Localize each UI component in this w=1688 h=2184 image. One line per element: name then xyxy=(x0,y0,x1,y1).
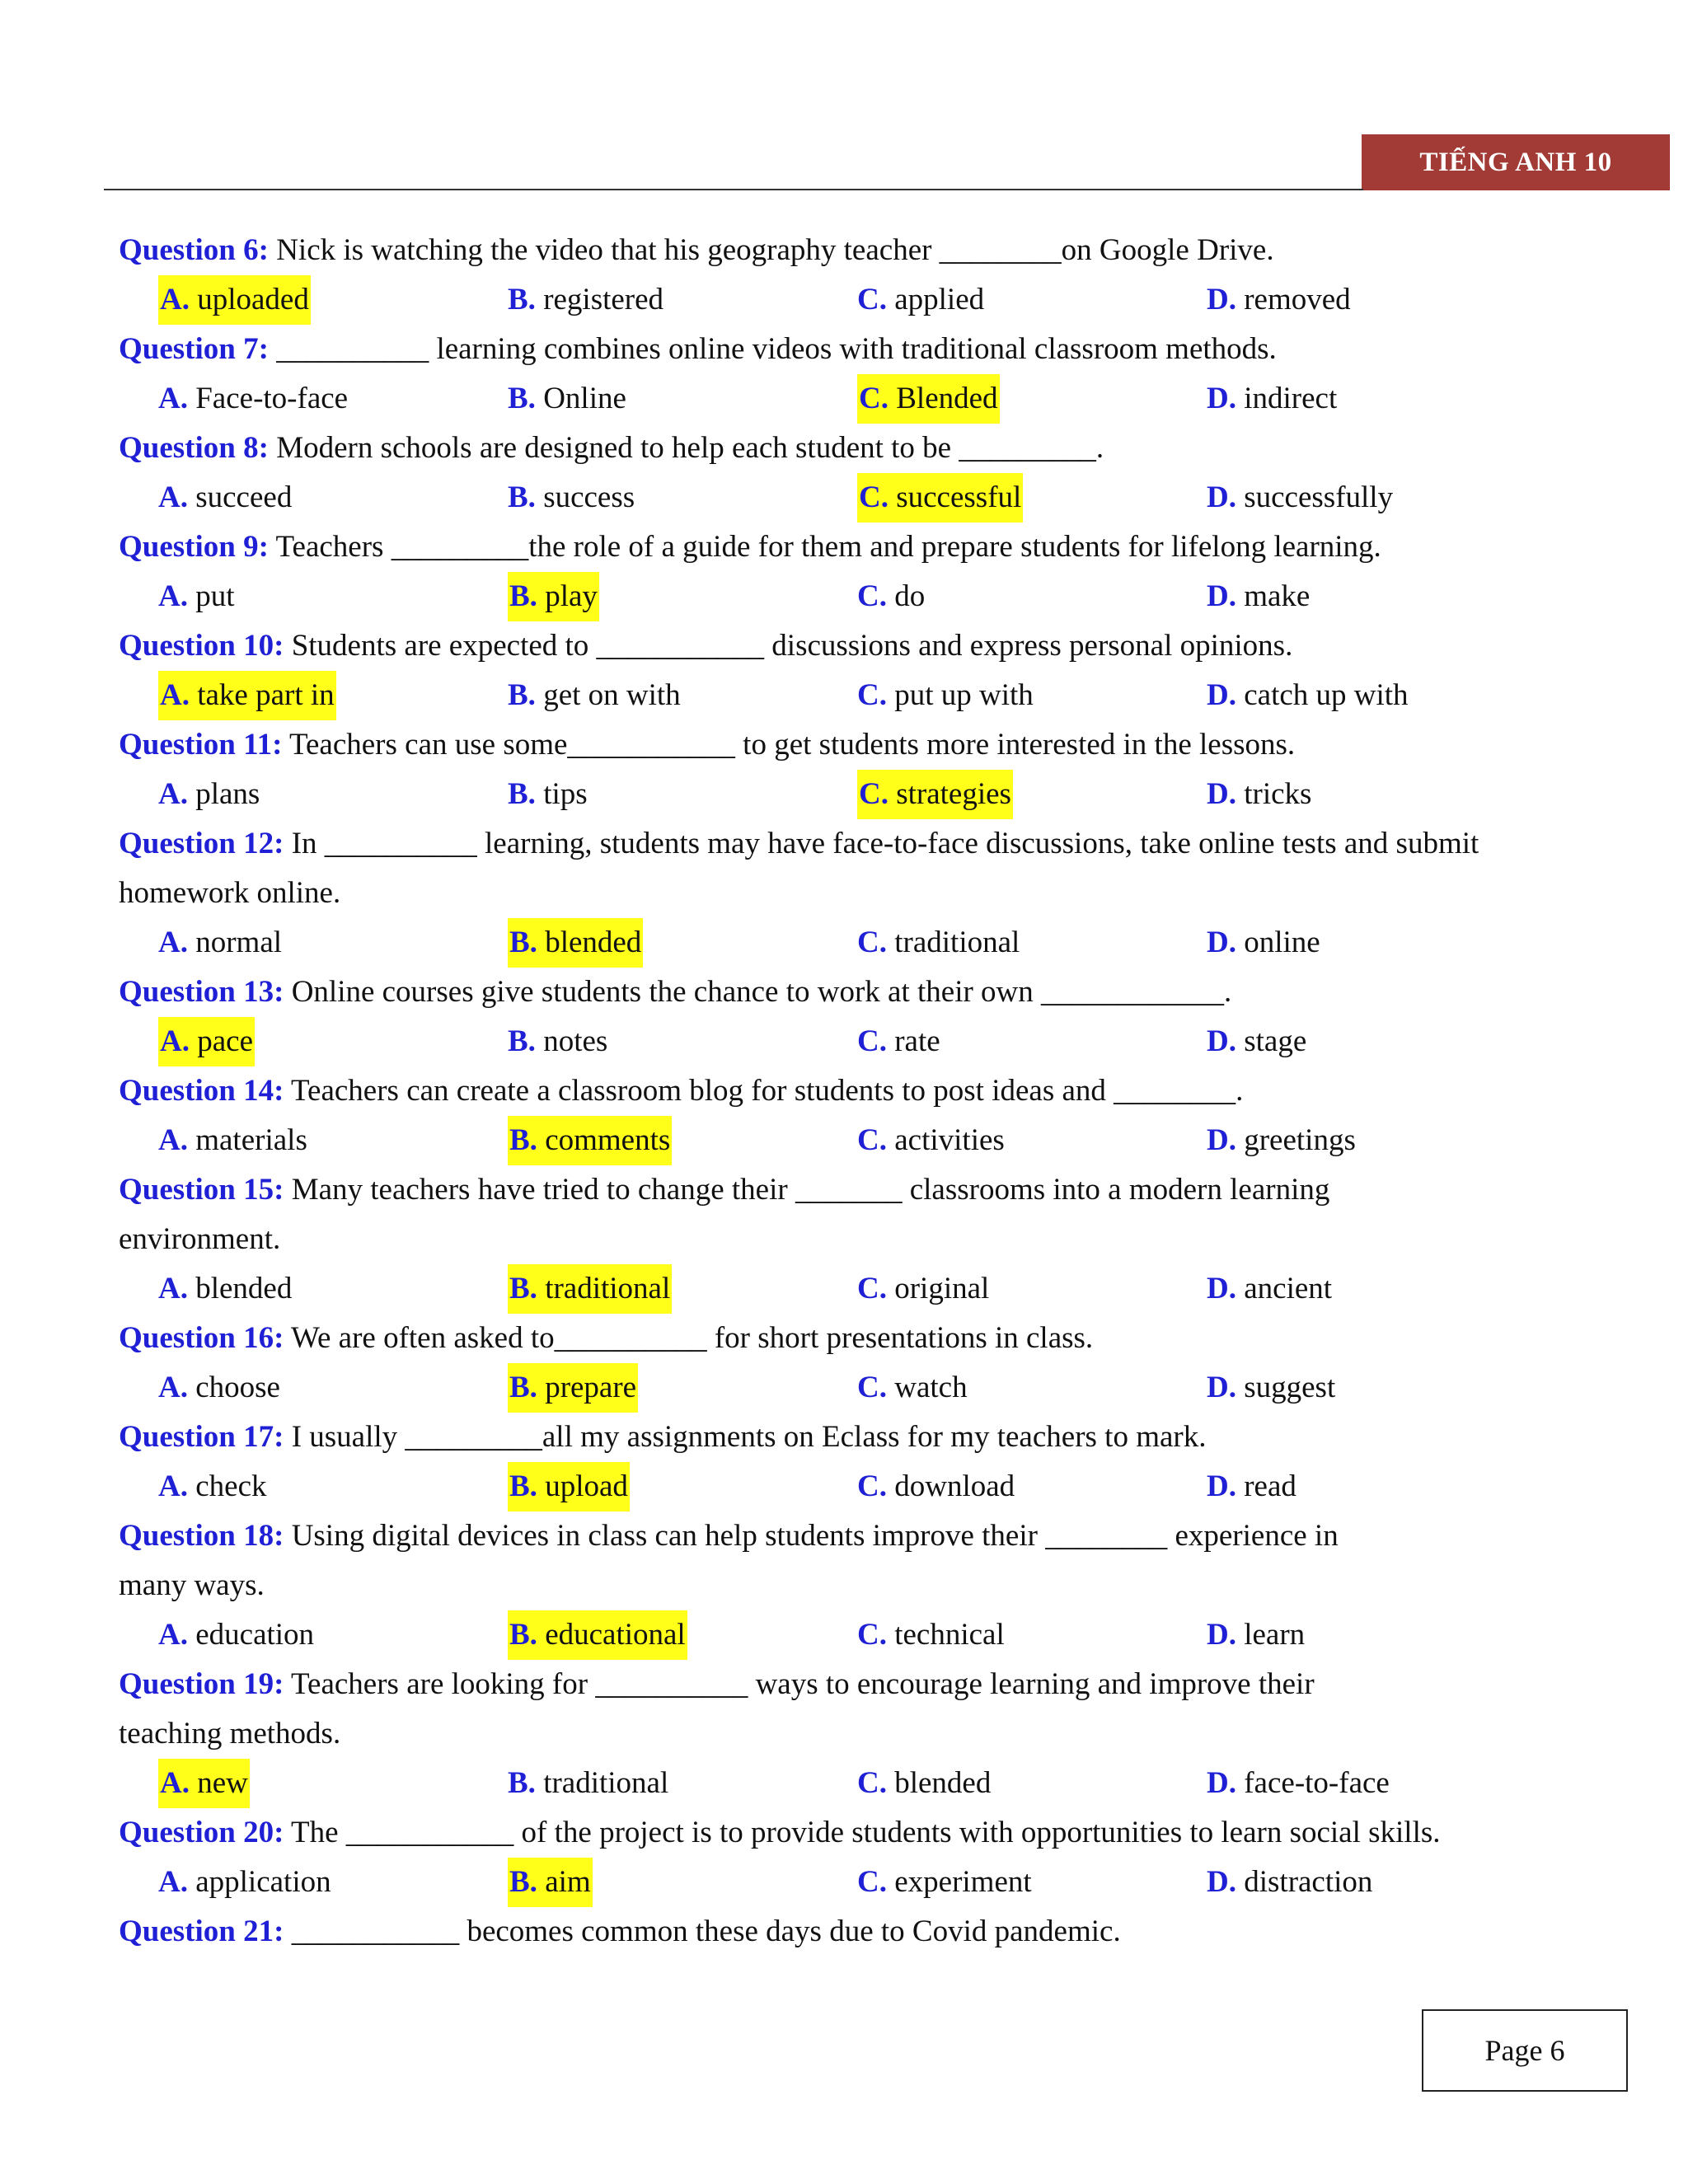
page-number: Page 6 xyxy=(1484,2034,1565,2067)
option-text: experiment xyxy=(886,1865,1032,1899)
answer-option xyxy=(1207,1363,1335,1413)
options-row xyxy=(119,1610,1627,1660)
answer-option xyxy=(1207,1116,1356,1165)
answer-option xyxy=(857,1462,1015,1511)
option-letter: C. xyxy=(857,1024,887,1058)
option-text: new xyxy=(189,1766,248,1800)
answer-option xyxy=(1207,374,1337,424)
option-text: watch xyxy=(886,1371,968,1404)
answer-option xyxy=(158,770,260,819)
option-text: materials xyxy=(187,1123,307,1157)
answer-option xyxy=(158,1462,267,1511)
option-text: educational xyxy=(537,1618,686,1652)
answer-option xyxy=(508,770,588,819)
option-letter: A. xyxy=(160,283,190,316)
option-letter: C. xyxy=(859,382,889,415)
option-text: notes xyxy=(535,1024,608,1058)
option-text: Blended xyxy=(888,382,998,415)
answer-option-highlighted xyxy=(158,1759,250,1808)
option-text: catch up with xyxy=(1236,678,1409,712)
answer-option xyxy=(1207,1264,1332,1314)
option-text: check xyxy=(187,1469,267,1503)
answer-option xyxy=(158,473,292,523)
answer-option xyxy=(158,1363,280,1413)
answer-option xyxy=(158,572,235,621)
option-letter: A. xyxy=(158,1469,188,1503)
answer-option-highlighted xyxy=(508,1858,593,1907)
option-letter: B. xyxy=(508,777,536,811)
option-text: traditional xyxy=(535,1766,669,1800)
option-letter: D. xyxy=(1207,1766,1236,1800)
options-row xyxy=(119,572,1627,621)
options-row xyxy=(119,1858,1627,1907)
options-row xyxy=(119,374,1627,424)
answer-option xyxy=(1207,671,1409,720)
option-letter: D. xyxy=(1207,1123,1236,1157)
option-text: put xyxy=(187,579,235,613)
answer-option xyxy=(857,1759,991,1808)
answer-option xyxy=(857,1264,989,1314)
options-row xyxy=(119,1116,1627,1165)
question-label: Question 9: xyxy=(119,530,269,564)
option-letter: C. xyxy=(857,926,887,959)
question-list xyxy=(119,226,1627,1957)
question-text: I usually _________all my assignments on Eclass for my teachers to mark. xyxy=(284,1420,1207,1454)
option-letter: D. xyxy=(1207,1024,1236,1058)
answer-option-highlighted xyxy=(857,770,1013,819)
answer-option xyxy=(1207,473,1393,523)
option-text: greetings xyxy=(1236,1123,1356,1157)
options-row xyxy=(119,1462,1627,1511)
header-divider xyxy=(104,189,1363,190)
option-letter: D. xyxy=(1207,382,1236,415)
option-text: suggest xyxy=(1236,1371,1336,1404)
answer-option xyxy=(508,1017,607,1066)
answer-option-highlighted xyxy=(158,1017,255,1066)
answer-option xyxy=(1207,1017,1306,1066)
option-text: Online xyxy=(535,382,626,415)
answer-option xyxy=(158,1116,307,1165)
question-label: Question 15: xyxy=(119,1173,284,1207)
option-text: indirect xyxy=(1236,382,1338,415)
answer-option-highlighted xyxy=(508,1462,630,1511)
options-row xyxy=(119,671,1627,720)
answer-option xyxy=(1207,1610,1305,1660)
option-text: ancient xyxy=(1236,1272,1333,1305)
option-letter: C. xyxy=(857,1618,887,1652)
page-number-box xyxy=(1422,2009,1628,2092)
options-row xyxy=(119,1264,1627,1314)
option-text: stage xyxy=(1236,1024,1307,1058)
option-letter: A. xyxy=(158,777,188,811)
option-letter: C. xyxy=(857,1272,887,1305)
option-text: uploaded xyxy=(189,283,309,316)
question-text: Teachers can create a classroom blog for students to post ideas and ________. xyxy=(284,1074,1244,1108)
option-text: traditional xyxy=(537,1272,671,1305)
question-text: Using digital devices in class can help students improve their ________ experience in xyxy=(284,1519,1339,1553)
question-line xyxy=(119,1511,1627,1561)
option-letter: C. xyxy=(859,480,889,514)
option-letter: A. xyxy=(158,1618,188,1652)
option-letter: B. xyxy=(509,1469,537,1503)
option-letter: A. xyxy=(158,382,188,415)
option-letter: A. xyxy=(160,678,190,712)
question-line xyxy=(119,819,1627,869)
question-label: Question 13: xyxy=(119,975,284,1009)
option-letter: B. xyxy=(509,1618,537,1652)
options-row xyxy=(119,770,1627,819)
answer-option-highlighted xyxy=(158,275,311,325)
option-text: successful xyxy=(888,480,1022,514)
answer-option-highlighted xyxy=(508,572,599,621)
option-letter: B. xyxy=(509,1272,537,1305)
option-letter: D. xyxy=(1207,480,1236,514)
option-letter: A. xyxy=(160,1024,190,1058)
answer-option-highlighted xyxy=(158,671,336,720)
answer-option-highlighted xyxy=(857,374,1000,424)
option-text: Face-to-face xyxy=(187,382,349,415)
question-text: The ___________ of the project is to provide students with opportunities to learn social skills. xyxy=(284,1816,1441,1849)
question-label: Question 17: xyxy=(119,1420,284,1454)
answer-option xyxy=(158,1610,314,1660)
option-text: tips xyxy=(535,777,588,811)
question-line xyxy=(119,424,1627,473)
option-text: face-to-face xyxy=(1236,1766,1390,1800)
options-row xyxy=(119,918,1627,968)
answer-option-highlighted xyxy=(508,1363,638,1413)
option-letter: B. xyxy=(509,1371,537,1404)
answer-option xyxy=(508,1759,668,1808)
answer-option xyxy=(158,1264,292,1314)
answer-option-highlighted xyxy=(508,1264,672,1314)
question-text: Modern schools are designed to help each student to be _________. xyxy=(268,431,1104,465)
answer-option xyxy=(1207,1462,1296,1511)
option-text: success xyxy=(535,480,635,514)
option-letter: B. xyxy=(509,926,537,959)
option-letter: A. xyxy=(158,480,188,514)
question-label: Question 16: xyxy=(119,1321,284,1355)
option-text: do xyxy=(886,579,926,613)
option-letter: C. xyxy=(857,1766,887,1800)
option-letter: C. xyxy=(857,678,887,712)
option-letter: B. xyxy=(508,1024,536,1058)
answer-option xyxy=(857,1858,1032,1907)
question-label: Question 19: xyxy=(119,1667,284,1701)
option-text: blended xyxy=(187,1272,293,1305)
answer-option xyxy=(1207,1858,1372,1907)
option-text: blended xyxy=(537,926,642,959)
option-letter: A. xyxy=(158,579,188,613)
question-label: Question 8: xyxy=(119,431,269,465)
question-line xyxy=(119,1413,1627,1462)
answer-option-highlighted xyxy=(508,1116,672,1165)
question-text: We are often asked to__________ for short presentations in class. xyxy=(284,1321,1094,1355)
option-text: activities xyxy=(886,1123,1005,1157)
question-label: Question 10: xyxy=(119,629,284,663)
option-letter: B. xyxy=(508,678,536,712)
option-text: succeed xyxy=(187,480,293,514)
answer-option xyxy=(857,1116,1005,1165)
options-row xyxy=(119,1017,1627,1066)
option-text: prepare xyxy=(537,1371,637,1404)
question-continuation: many ways. xyxy=(119,1568,265,1602)
answer-option xyxy=(857,572,925,621)
question-line xyxy=(119,1165,1627,1215)
question-line xyxy=(119,226,1627,275)
option-letter: C. xyxy=(857,579,887,613)
question-continuation: environment. xyxy=(119,1222,281,1256)
option-text: distraction xyxy=(1236,1865,1373,1899)
answer-option xyxy=(857,1610,1005,1660)
question-text: Students are expected to ___________ discussions and express personal opinions. xyxy=(284,629,1293,663)
answer-option xyxy=(1207,918,1320,968)
answer-option xyxy=(508,275,663,325)
option-letter: A. xyxy=(158,1272,188,1305)
question-label: Question 11: xyxy=(119,728,283,762)
option-text: comments xyxy=(537,1123,671,1157)
question-text: __________ learning combines online videos with traditional classroom methods. xyxy=(268,332,1277,366)
option-text: plans xyxy=(187,777,260,811)
option-letter: D. xyxy=(1207,926,1236,959)
question-text: Teachers _________the role of a guide for them and prepare students for lifelong learning. xyxy=(268,530,1381,564)
option-text: strategies xyxy=(888,777,1011,811)
option-letter: B. xyxy=(509,579,537,613)
options-row xyxy=(119,473,1627,523)
option-letter: A. xyxy=(160,1766,190,1800)
options-row xyxy=(119,1759,1627,1808)
question-line xyxy=(119,1907,1627,1957)
question-label: Question 12: xyxy=(119,827,284,860)
question-text: Teachers are looking for __________ ways to encourage learning and improve their xyxy=(284,1667,1315,1701)
question-line xyxy=(119,621,1627,671)
option-letter: D. xyxy=(1207,1618,1236,1652)
question-label: Question 14: xyxy=(119,1074,284,1108)
answer-option xyxy=(158,1858,331,1907)
option-text: make xyxy=(1236,579,1311,613)
option-letter: B. xyxy=(508,382,536,415)
option-text: rate xyxy=(886,1024,940,1058)
option-text: online xyxy=(1236,926,1320,959)
question-text: Nick is watching the video that his geography teacher ________on Google Drive. xyxy=(268,233,1274,267)
question-label: Question 18: xyxy=(119,1519,284,1553)
question-text: Many teachers have tried to change their _______ classrooms into a modern learning xyxy=(284,1173,1330,1207)
question-line xyxy=(119,523,1627,572)
option-text: choose xyxy=(187,1371,280,1404)
option-letter: B. xyxy=(508,480,536,514)
option-letter: C. xyxy=(857,1123,887,1157)
option-letter: A. xyxy=(158,1865,188,1899)
answer-option xyxy=(1207,1759,1390,1808)
option-text: education xyxy=(187,1618,315,1652)
question-continuation: homework online. xyxy=(119,876,341,910)
option-text: registered xyxy=(535,283,664,316)
option-text: applied xyxy=(886,283,985,316)
option-text: pace xyxy=(189,1024,254,1058)
option-text: aim xyxy=(537,1865,591,1899)
option-letter: A. xyxy=(158,1123,188,1157)
options-row xyxy=(119,1363,1627,1413)
option-text: application xyxy=(187,1865,331,1899)
options-row xyxy=(119,275,1627,325)
question-line xyxy=(119,1808,1627,1858)
question-line xyxy=(119,325,1627,374)
answer-option-highlighted xyxy=(508,918,643,968)
option-text: successfully xyxy=(1236,480,1394,514)
option-letter: D. xyxy=(1207,777,1236,811)
answer-option xyxy=(1207,275,1351,325)
question-text: In __________ learning, students may have face-to-face discussions, take online tests and submit xyxy=(284,827,1479,860)
option-letter: B. xyxy=(508,283,536,316)
question-line xyxy=(119,1660,1627,1709)
answer-option xyxy=(857,275,984,325)
question-text: Teachers can use some___________ to get students more interested in the lessons. xyxy=(282,728,1296,762)
option-letter: B. xyxy=(509,1123,537,1157)
option-letter: C. xyxy=(859,777,889,811)
question-label: Question 20: xyxy=(119,1816,284,1849)
option-text: download xyxy=(886,1469,1015,1503)
option-letter: D. xyxy=(1207,1272,1236,1305)
option-text: normal xyxy=(187,926,283,959)
answer-option-highlighted xyxy=(857,473,1023,523)
option-letter: C. xyxy=(857,1469,887,1503)
answer-option xyxy=(857,671,1034,720)
answer-option xyxy=(158,374,348,424)
option-text: play xyxy=(537,579,598,613)
subject-badge: TIẾNG ANH 10 xyxy=(1362,134,1670,190)
answer-option xyxy=(857,1363,968,1413)
answer-option xyxy=(857,918,1020,968)
question-line xyxy=(119,1066,1627,1116)
answer-option xyxy=(1207,572,1310,621)
option-text: learn xyxy=(1236,1618,1306,1652)
answer-option xyxy=(508,671,681,720)
option-letter: A. xyxy=(158,1371,188,1404)
option-text: read xyxy=(1236,1469,1296,1503)
option-letter: D. xyxy=(1207,1371,1236,1404)
question-line xyxy=(119,720,1627,770)
option-letter: B. xyxy=(509,1865,537,1899)
option-letter: C. xyxy=(857,283,887,316)
answer-option xyxy=(1207,770,1311,819)
option-letter: D. xyxy=(1207,283,1236,316)
option-text: upload xyxy=(537,1469,628,1503)
question-label: Question 6: xyxy=(119,233,269,267)
option-text: original xyxy=(886,1272,990,1305)
option-letter: D. xyxy=(1207,579,1236,613)
option-text: tricks xyxy=(1236,777,1312,811)
question-line xyxy=(119,1314,1627,1363)
option-text: removed xyxy=(1236,283,1351,316)
question-continuation: teaching methods. xyxy=(119,1717,341,1750)
answer-option xyxy=(857,1017,940,1066)
option-text: get on with xyxy=(535,678,681,712)
answer-option xyxy=(158,918,282,968)
question-text: ___________ becomes common these days due to Covid pandemic. xyxy=(284,1915,1121,1948)
option-text: technical xyxy=(886,1618,1005,1652)
option-text: blended xyxy=(886,1766,992,1800)
option-letter: A. xyxy=(158,926,188,959)
option-text: traditional xyxy=(886,926,1020,959)
option-letter: C. xyxy=(857,1865,887,1899)
option-letter: B. xyxy=(508,1766,536,1800)
question-line xyxy=(119,968,1627,1017)
option-letter: C. xyxy=(857,1371,887,1404)
answer-option-highlighted xyxy=(508,1610,687,1660)
option-text: take part in xyxy=(189,678,335,712)
option-letter: D. xyxy=(1207,678,1236,712)
question-text: Online courses give students the chance to work at their own ____________. xyxy=(284,975,1232,1009)
answer-option xyxy=(508,473,635,523)
option-letter: D. xyxy=(1207,1469,1236,1503)
answer-option xyxy=(508,374,626,424)
option-text: put up with xyxy=(886,678,1034,712)
question-label: Question 21: xyxy=(119,1915,284,1948)
option-letter: D. xyxy=(1207,1865,1236,1899)
question-label: Question 7: xyxy=(119,332,269,366)
